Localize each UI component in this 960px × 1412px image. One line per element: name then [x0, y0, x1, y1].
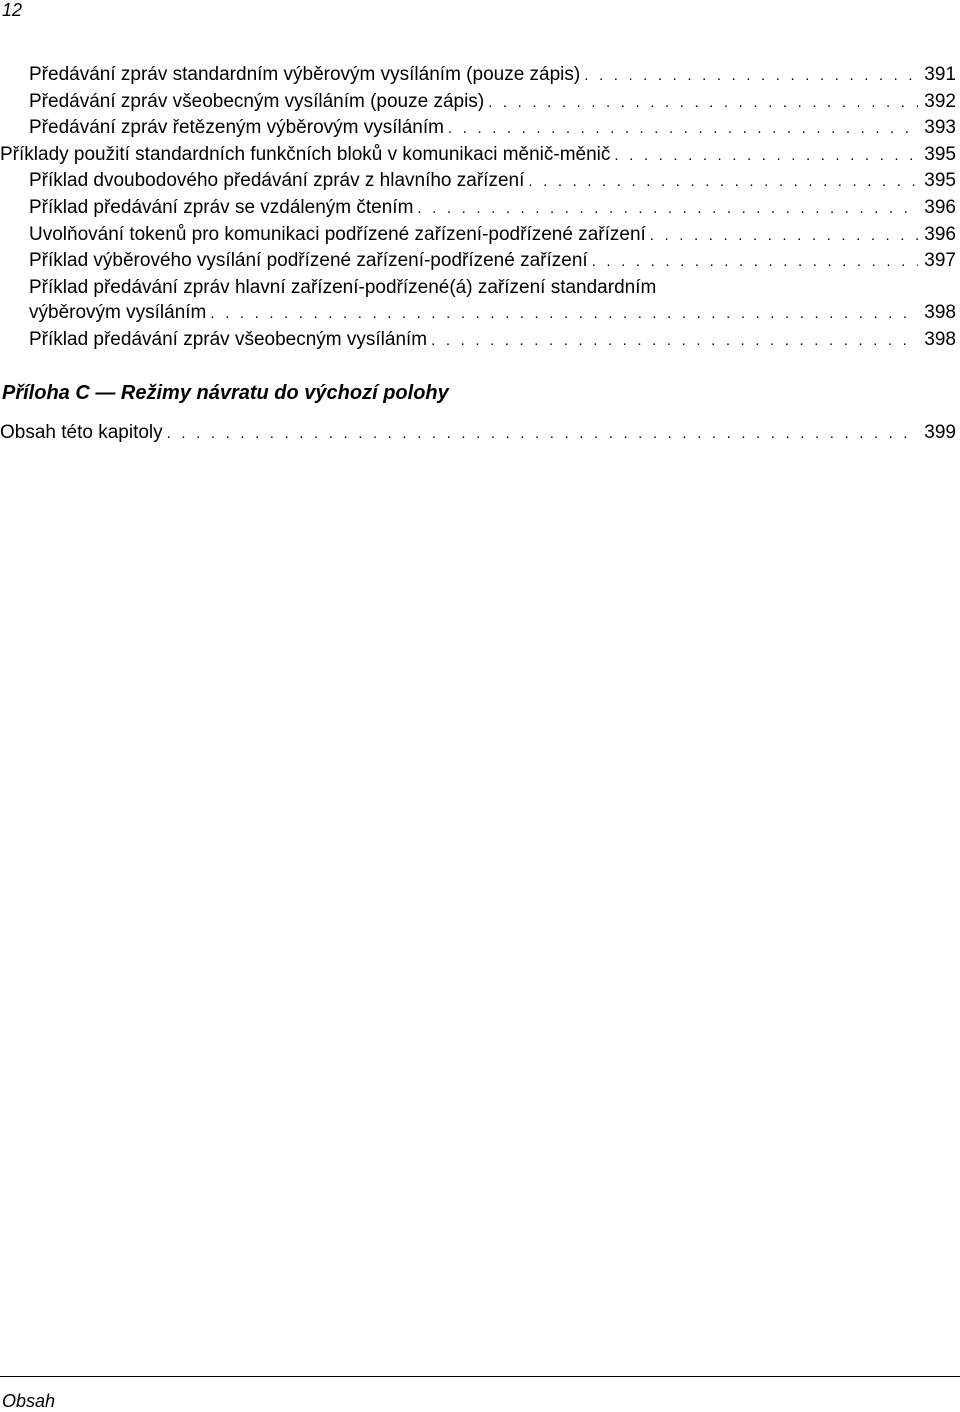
toc-entry-page: 397 [924, 250, 956, 272]
toc-entry[interactable] [0, 222, 956, 249]
toc-entry-text: Příklad předávání zpráv všeobecným vysíláním [29, 328, 428, 350]
toc-entry[interactable] [0, 168, 956, 195]
toc-entry-page: 398 [924, 328, 956, 350]
dot-leader [431, 328, 918, 354]
toc-entry[interactable] [0, 420, 956, 447]
toc-entry-page: 398 [924, 302, 956, 324]
toc-entry-text: Příklady použití standardních funkčních bloků v komunikaci měnič-měnič [0, 143, 611, 165]
toc-entry-text: Předávání zpráv řetězeným výběrovým vysíláním [29, 117, 444, 139]
footer-divider [0, 1376, 960, 1377]
toc-entry-page: 399 [924, 422, 956, 443]
toc-entry-page: 392 [924, 90, 956, 112]
toc-entry[interactable] [0, 115, 956, 142]
toc-entry-page: 393 [924, 117, 956, 139]
dot-leader [448, 116, 918, 142]
toc-entry-page: 391 [924, 64, 956, 85]
toc-entry[interactable] [0, 327, 956, 354]
footer-label: Obsah [2, 1391, 56, 1411]
toc-entry-page: 396 [924, 196, 956, 218]
toc-entry-text: Uvolňování tokenů pro komunikaci podřízené zařízení-podřízené zařízení [29, 223, 646, 245]
toc-entry-text-continued: výběrovým vysíláním [29, 302, 207, 324]
appendix-heading[interactable]: Příloha C — Režimy návratu do výchozí polohy [2, 382, 449, 404]
toc-entry[interactable] [0, 62, 956, 89]
chapter-contents [0, 420, 956, 447]
dot-leader [614, 143, 918, 169]
page-number: 12 [2, 0, 23, 20]
toc-entry-text: Obsah této kapitoly [0, 422, 163, 443]
dot-leader [210, 301, 918, 327]
dot-leader [650, 223, 919, 249]
toc-entry[interactable] [0, 248, 956, 275]
toc-entry-text: Předávání zpráv všeobecným vysíláním (pouze zápis) [29, 90, 485, 112]
toc-entry-text: Příklad dvoubodového předávání zpráv z hlavního zařízení [29, 170, 525, 192]
toc-entry[interactable] [0, 89, 956, 116]
dot-leader [528, 169, 918, 195]
dot-leader [417, 196, 918, 222]
toc-entry-page: 395 [924, 143, 956, 165]
toc-entry[interactable] [0, 195, 956, 222]
toc-entry-page: 395 [924, 170, 956, 192]
toc-entry-text: Příklad výběrového vysílání podřízené zařízení-podřízené zařízení [29, 250, 588, 272]
toc-entry[interactable] [0, 142, 956, 169]
dot-leader [592, 249, 919, 275]
toc-entry-page: 396 [924, 223, 956, 245]
toc-entry[interactable] [0, 275, 956, 327]
dot-leader [167, 421, 919, 447]
toc-entry-text: Příklad předávání zpráv hlavní zařízení-podřízené(á) zařízení standardním [29, 276, 657, 298]
toc-entry-text: Příklad předávání zpráv se vzdáleným čtením [29, 196, 414, 218]
dot-leader [488, 90, 918, 116]
dot-leader [584, 63, 918, 89]
table-of-contents [0, 62, 956, 354]
toc-entry-text: Předávání zpráv standardním výběrovým vysíláním (pouze zápis) [29, 64, 581, 85]
